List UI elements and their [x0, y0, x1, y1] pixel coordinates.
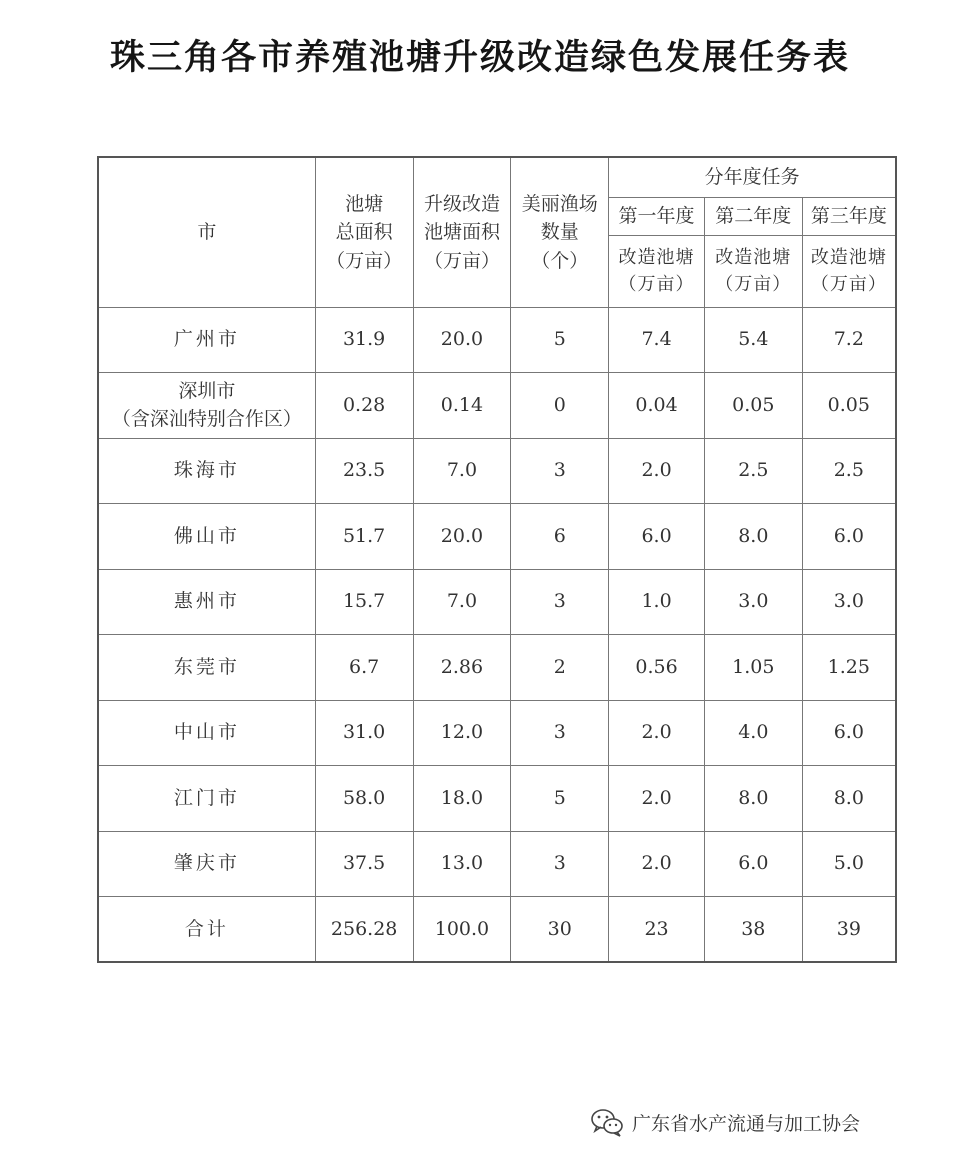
- value-cell-y3: 0.05: [802, 372, 896, 438]
- value-cell-y3: 5.0: [802, 831, 896, 896]
- value-cell-upgrade: 0.14: [413, 372, 511, 438]
- value-cell-y1: 23: [609, 896, 705, 962]
- value-cell-count: 30: [511, 896, 609, 962]
- city-cell: 广州市: [98, 307, 315, 372]
- header-year1-sub: 改造池塘 （万亩）: [609, 235, 705, 307]
- value-cell-count: 0: [511, 372, 609, 438]
- value-cell-count: 3: [511, 438, 609, 503]
- city-cell: 肇庆市: [98, 831, 315, 896]
- value-cell-total: 31.9: [315, 307, 413, 372]
- task-table: [97, 156, 897, 963]
- value-cell-y2: 8.0: [704, 765, 802, 831]
- table-row: [98, 765, 896, 831]
- value-cell-count: 3: [511, 700, 609, 765]
- value-cell-y2: 5.4: [704, 307, 802, 372]
- value-cell-total: 23.5: [315, 438, 413, 503]
- value-cell-y2: 4.0: [704, 700, 802, 765]
- value-cell-total: 31.0: [315, 700, 413, 765]
- table-row: [98, 700, 896, 765]
- value-cell-y2: 2.5: [704, 438, 802, 503]
- value-cell-upgrade: 12.0: [413, 700, 511, 765]
- value-cell-y1: 2.0: [609, 765, 705, 831]
- value-cell-y1: 0.56: [609, 634, 705, 700]
- watermark-text: 广东省水产流通与加工协会: [632, 1112, 861, 1135]
- value-cell-upgrade: 7.0: [413, 438, 511, 503]
- table-row: [98, 896, 896, 962]
- wechat-icon: [590, 1107, 624, 1137]
- value-cell-upgrade: 2.86: [413, 634, 511, 700]
- value-cell-y3: 2.5: [802, 438, 896, 503]
- watermark: [590, 1104, 860, 1140]
- value-cell-y3: 6.0: [802, 503, 896, 569]
- header-year2: 第二年度: [704, 197, 802, 235]
- value-cell-upgrade: 20.0: [413, 307, 511, 372]
- city-cell: 东莞市: [98, 634, 315, 700]
- header-year2-sub: 改造池塘 （万亩）: [704, 235, 802, 307]
- city-note: （含深汕特别合作区）: [111, 408, 302, 430]
- value-cell-total: 0.28: [315, 372, 413, 438]
- header-year1: 第一年度: [609, 197, 705, 235]
- table-row: [98, 831, 896, 896]
- table-row: [98, 503, 896, 569]
- value-cell-y2: 38: [704, 896, 802, 962]
- value-cell-count: 3: [511, 569, 609, 634]
- value-cell-upgrade: 13.0: [413, 831, 511, 896]
- value-cell-total: 37.5: [315, 831, 413, 896]
- value-cell-y2: 0.05: [704, 372, 802, 438]
- value-cell-y2: 6.0: [704, 831, 802, 896]
- value-cell-upgrade: 7.0: [413, 569, 511, 634]
- value-cell-y1: 1.0: [609, 569, 705, 634]
- header-year3: 第三年度: [802, 197, 896, 235]
- value-cell-total: 58.0: [315, 765, 413, 831]
- header-annual-tasks: 分年度任务: [609, 157, 896, 197]
- value-cell-upgrade: 18.0: [413, 765, 511, 831]
- city-cell: 合计: [98, 896, 315, 962]
- city-cell: 惠州市: [98, 569, 315, 634]
- header-upgrade-area: 升级改造 池塘面积 （万亩）: [413, 157, 511, 307]
- value-cell-total: 6.7: [315, 634, 413, 700]
- table-row: [98, 372, 896, 438]
- city-cell: [98, 372, 315, 438]
- table-row: [98, 307, 896, 372]
- value-cell-y1: 2.0: [609, 700, 705, 765]
- table-row: [98, 569, 896, 634]
- city-cell: 江门市: [98, 765, 315, 831]
- value-cell-upgrade: 100.0: [413, 896, 511, 962]
- value-cell-y3: 39: [802, 896, 896, 962]
- city-cell: 中山市: [98, 700, 315, 765]
- header-fishery-count: 美丽渔场 数量 （个）: [511, 157, 609, 307]
- city-cell: 佛山市: [98, 503, 315, 569]
- value-cell-y3: 8.0: [802, 765, 896, 831]
- header-year3-sub: 改造池塘 （万亩）: [802, 235, 896, 307]
- value-cell-y1: 2.0: [609, 831, 705, 896]
- value-cell-y2: 8.0: [704, 503, 802, 569]
- value-cell-y1: 6.0: [609, 503, 705, 569]
- value-cell-total: 51.7: [315, 503, 413, 569]
- value-cell-total: 15.7: [315, 569, 413, 634]
- value-cell-total: 256.28: [315, 896, 413, 962]
- header-city: 市: [98, 157, 315, 307]
- value-cell-y2: 3.0: [704, 569, 802, 634]
- value-cell-y3: 7.2: [802, 307, 896, 372]
- city-name: 深圳市: [178, 379, 236, 402]
- value-cell-y1: 7.4: [609, 307, 705, 372]
- header-total-area: 池塘 总面积 （万亩）: [315, 157, 413, 307]
- value-cell-upgrade: 20.0: [413, 503, 511, 569]
- value-cell-count: 5: [511, 307, 609, 372]
- value-cell-y3: 3.0: [802, 569, 896, 634]
- value-cell-y1: 0.04: [609, 372, 705, 438]
- value-cell-y3: 1.25: [802, 634, 896, 700]
- value-cell-count: 2: [511, 634, 609, 700]
- table-row: [98, 438, 896, 503]
- value-cell-count: 6: [511, 503, 609, 569]
- table-row: [98, 634, 896, 700]
- value-cell-y1: 2.0: [609, 438, 705, 503]
- value-cell-y2: 1.05: [704, 634, 802, 700]
- page-title: 珠三角各市养殖池塘升级改造绿色发展任务表: [109, 38, 850, 78]
- value-cell-y3: 6.0: [802, 700, 896, 765]
- value-cell-count: 5: [511, 765, 609, 831]
- city-cell: 珠海市: [98, 438, 315, 503]
- value-cell-count: 3: [511, 831, 609, 896]
